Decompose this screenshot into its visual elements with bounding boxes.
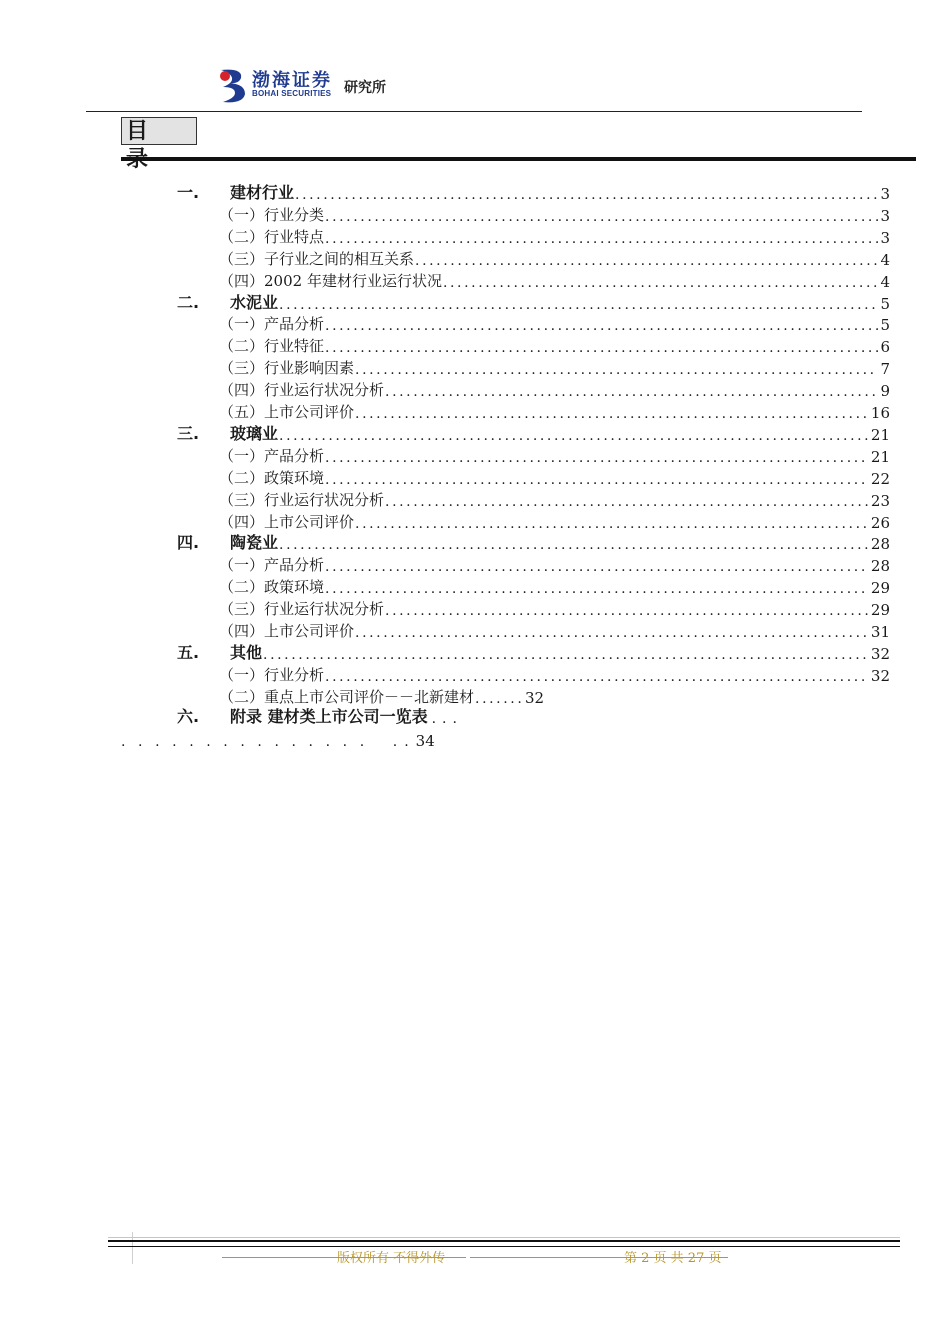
header-divider — [86, 111, 862, 112]
toc-section[interactable] — [219, 466, 890, 488]
toc-leader — [355, 625, 869, 641]
toc-page-number: 34 — [415, 732, 435, 750]
toc-page-number: 29 — [870, 579, 890, 598]
toc-label: （二）政策环境 — [219, 578, 325, 597]
toc-section[interactable] — [219, 597, 890, 619]
toc-chapter[interactable] — [177, 291, 890, 313]
toc-page-number: 3 — [880, 228, 890, 247]
toc-number: 六. — [177, 707, 200, 726]
toc-page-number: 32 — [870, 644, 890, 663]
toc-page-number: 7 — [880, 360, 890, 379]
toc-page-number: 29 — [870, 601, 890, 620]
toc-chapter[interactable] — [177, 641, 890, 663]
toc-chapter[interactable] — [177, 422, 890, 444]
toc-leader: .. — [392, 734, 416, 750]
toc-page-number: 28 — [870, 535, 890, 554]
toc-page-number: 16 — [870, 404, 890, 422]
page-header — [0, 0, 950, 120]
toc-leader — [325, 669, 869, 685]
footer-divider-thin — [108, 1246, 900, 1247]
toc-page-number: 5 — [880, 316, 890, 335]
toc-label: （三）子行业之间的相互关系 — [219, 249, 415, 268]
toc-page-number: 3 — [880, 206, 890, 225]
toc-label: （一）产品分析 — [219, 446, 325, 465]
toc-section[interactable] — [219, 575, 890, 597]
toc-label: （四）上市公司评价 — [219, 512, 355, 531]
toc-label: （四）2002 年建材行业运行状况 — [219, 271, 442, 290]
brand-name-cn: 渤海证券 — [252, 70, 332, 91]
toc-leader — [385, 384, 878, 400]
toc-entry-appendix-continued[interactable] — [121, 728, 435, 750]
toc-leader — [263, 647, 869, 663]
toc-page-number: 3 — [880, 185, 890, 203]
toc-label: 水泥业 — [230, 292, 279, 312]
toc-leader — [355, 362, 878, 378]
toc-leader — [325, 472, 869, 488]
toc-page-number: 23 — [870, 491, 890, 510]
toc-leader: ... — [431, 711, 463, 727]
toc-label: 建材行业 — [230, 183, 295, 202]
toc-chapter[interactable] — [177, 181, 890, 203]
toc-page-number: 4 — [880, 272, 890, 291]
toc-leader — [385, 603, 869, 619]
toc-label: （一）产品分析 — [219, 556, 325, 575]
toc-leader — [355, 406, 869, 422]
toc-leader — [355, 516, 869, 532]
toc-section[interactable] — [219, 334, 890, 356]
toc-section[interactable] — [219, 488, 890, 510]
toc-page-number: 21 — [870, 425, 890, 444]
toc-leader — [325, 340, 878, 356]
toc-section[interactable] — [219, 225, 890, 247]
toc-label: （三）行业影响因素 — [219, 359, 355, 378]
toc-section[interactable] — [219, 400, 890, 422]
footer-copyright: 版权所有 不得外传 — [337, 1251, 446, 1266]
toc-number: 二. — [177, 292, 200, 312]
toc-leader — [325, 559, 869, 575]
toc-label: （五）上市公司评价 — [219, 403, 355, 421]
toc-entry-appendix[interactable] — [177, 705, 463, 727]
toc-label: 其他 — [230, 642, 263, 662]
toc-page-number: 26 — [870, 513, 890, 532]
toc-leader — [415, 253, 878, 269]
toc-number: 三. — [177, 423, 200, 443]
toc-section[interactable] — [219, 553, 890, 575]
toc-page-number: 9 — [880, 382, 890, 401]
footer-page-info: 第 2 页 共 27 页 — [624, 1251, 722, 1266]
toc-page-number: 22 — [870, 469, 890, 488]
toc-label: （四）上市公司评价 — [219, 622, 355, 640]
toc-section[interactable] — [219, 269, 890, 291]
toc-label: （一）行业分析 — [219, 665, 325, 684]
toc-page-number: 5 — [880, 294, 890, 313]
toc-leader: ............... — [121, 734, 377, 750]
toc-label: 陶瓷业 — [230, 533, 279, 553]
toc-leader — [295, 187, 878, 203]
toc-section[interactable] — [219, 247, 890, 269]
toc-label: （二）行业特点 — [219, 227, 325, 246]
toc-page-number: 32 — [525, 688, 545, 707]
toc-page-number: 4 — [880, 250, 890, 269]
toc-number: 一. — [177, 183, 200, 202]
toc-page-number: 32 — [870, 666, 890, 685]
toc-number: 五. — [177, 642, 200, 662]
toc-leader — [279, 297, 878, 313]
toc-section[interactable] — [219, 510, 890, 532]
toc-label: （二）重点上市公司评价－－北新建材 — [219, 687, 475, 706]
toc-section[interactable] — [219, 444, 890, 466]
bohai-logo-icon — [217, 68, 249, 104]
toc-label: （三）行业运行状况分析 — [219, 600, 385, 619]
title-divider — [121, 157, 916, 161]
toc-leader — [385, 494, 869, 510]
toc-leader — [325, 318, 878, 334]
toc-leader — [325, 231, 878, 247]
toc-section[interactable] — [219, 203, 890, 225]
toc-page-number: 21 — [870, 447, 890, 466]
toc-section[interactable] — [219, 312, 890, 334]
toc-leader — [325, 581, 869, 597]
toc-section[interactable] — [219, 663, 890, 685]
toc-page-number: 28 — [870, 557, 890, 576]
toc-label: （三）行业运行状况分析 — [219, 490, 385, 509]
toc-leader — [279, 537, 869, 553]
toc-label: （四）行业运行状况分析 — [219, 381, 385, 400]
brand-name-en: BOHAI SECURITIES — [252, 89, 332, 98]
toc-label: （二）行业特征 — [219, 337, 325, 356]
brand-suffix: 研究所 — [344, 80, 386, 96]
toc-section[interactable] — [219, 378, 890, 400]
toc-label: （二）政策环境 — [219, 468, 325, 487]
toc-leader — [325, 450, 869, 466]
toc-leader — [443, 275, 879, 291]
footer-divider — [108, 1240, 900, 1242]
toc-label: （一）产品分析 — [219, 315, 325, 334]
footer-accent-rule — [108, 1237, 900, 1238]
toc-section[interactable] — [219, 356, 890, 378]
toc-leader — [279, 428, 869, 444]
page-title: 目 — [121, 117, 197, 145]
toc-chapter[interactable] — [177, 531, 890, 553]
toc-number: 四. — [177, 533, 200, 553]
toc-label: 附录 建材类上市公司一览表 — [230, 707, 428, 726]
toc-section[interactable] — [219, 619, 890, 641]
toc-label: 玻璃业 — [230, 423, 279, 443]
toc-page-number: 6 — [880, 338, 890, 357]
toc-leader — [325, 209, 878, 225]
toc-page-number: 31 — [870, 623, 890, 641]
toc-leader — [475, 691, 523, 707]
toc-label: （一）行业分类 — [219, 205, 325, 224]
